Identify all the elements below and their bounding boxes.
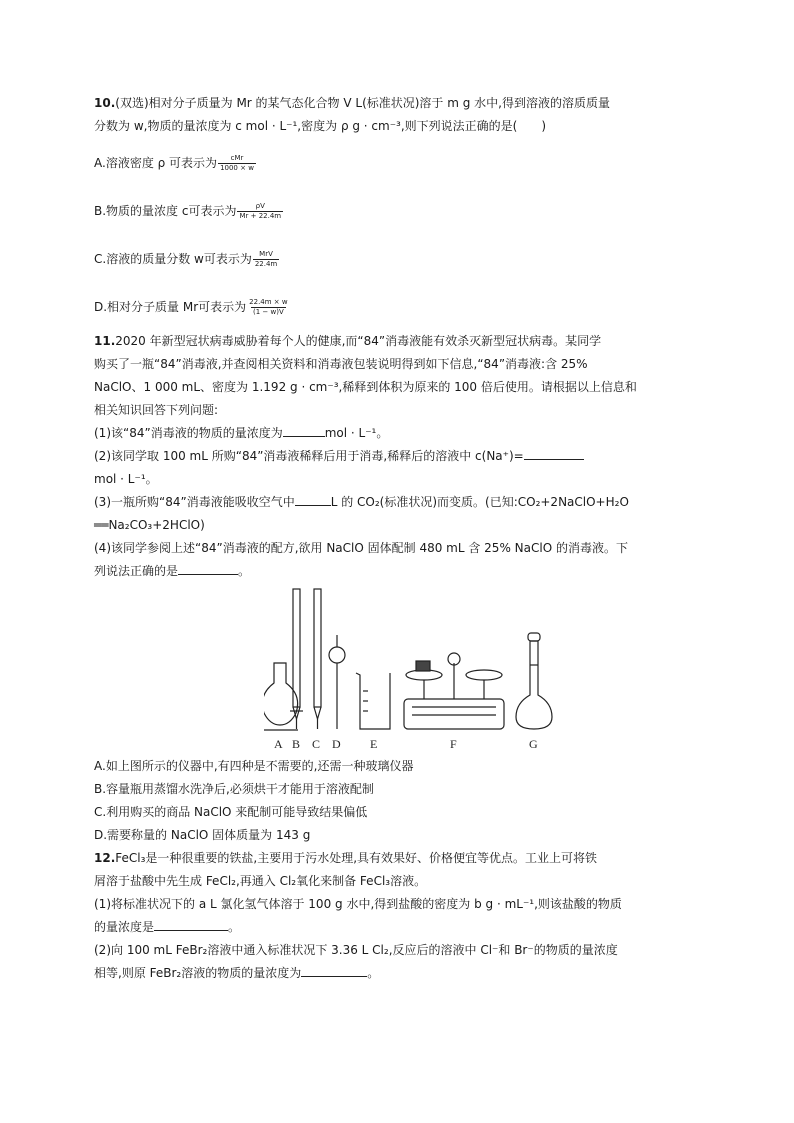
label-f: F xyxy=(450,737,457,751)
q11-sub3-cont: ══Na₂CO₃+2HClO) xyxy=(94,518,205,532)
label-b: B xyxy=(292,737,301,751)
label-e: E xyxy=(370,737,378,751)
q12-sub2: (2)向 100 mL FeBr₂溶液中通入标准状况下 3.36 L Cl₂,反应后的溶液中 Cl⁻和 Br⁻的物质的量浓度 xyxy=(94,943,618,957)
question-11 xyxy=(94,330,704,847)
answer-blank[interactable] xyxy=(301,963,367,977)
q12-number: 12. xyxy=(94,851,116,865)
q10-stem-line2: 分数为 w,物质的量浓度为 c mol · L⁻¹,密度为 ρ g · cm⁻³,则下列说法正确的是( ) xyxy=(94,119,547,133)
q12-sub2-cont: 相等,则原 FeBr₂溶液的物质的量浓度为 。 xyxy=(94,962,704,985)
label-a: A xyxy=(274,737,283,751)
q11-sub1: (1)该“84”消毒液的物质的量浓度为 mol · L⁻¹。 xyxy=(94,422,704,445)
q11-line1: 11.2020 年新型冠状病毒威胁着每个人的健康,而“84”消毒液能有效杀灭新型冠状病毒。某同学 xyxy=(94,334,602,348)
q11-sub3: (3)一瓶所购“84”消毒液能吸收空气中 L 的 CO₂(标准状况)而变质。(已知:CO₂+2NaClO+H₂O xyxy=(94,491,704,514)
answer-blank[interactable] xyxy=(295,492,331,506)
question-10 xyxy=(94,92,704,318)
label-g: G xyxy=(529,737,538,751)
fraction: $\frac{\text{cMr}}{1000 \times w}$ xyxy=(220,153,254,172)
answer-blank[interactable] xyxy=(524,446,584,460)
q12-line1: 12.FeCl₃是一种很重要的铁盐,主要用于污水处理,具有效果好、价格便宜等优点。工业上可将铁 xyxy=(94,851,598,865)
q11-sub4-cont: 列说法正确的是 。 xyxy=(94,560,704,583)
q11-sub4: (4)该同学参阅上述“84”消毒液的配方,欲用 NaClO 固体配制 480 mL 含 25% NaClO 的消毒液。下 xyxy=(94,541,628,555)
answer-blank[interactable] xyxy=(154,917,228,931)
q12-line2: 屑溶于盐酸中先生成 FeCl₂,再通入 Cl₂氧化来制备 FeCl₃溶液。 xyxy=(94,874,427,888)
q11-sub2: (2)该同学取 100 mL 所购“84”消毒液稀释后用于消毒,稀释后的溶液中 c(Na⁺)= xyxy=(94,445,704,468)
answer-blank[interactable] xyxy=(283,423,325,437)
q10-stem-line1: 10.(双选)相对分子质量为 Mr 的某气态化合物 V L(标准状况)溶于 m g 水中,得到溶液的溶质质量 xyxy=(94,96,610,110)
fraction: $\frac{\rho V}{Mr + 22.4m}$ xyxy=(239,201,282,220)
q10-number: 10. xyxy=(94,96,116,110)
balance-f xyxy=(404,653,504,729)
question-12 xyxy=(94,847,704,985)
q11-option-d: D.需要称量的 NaClO 固体质量为 143 g xyxy=(94,828,311,842)
label-c: C xyxy=(312,737,321,751)
q12-sub1: (1)将标准状况下的 a L 氯化氢气体溶于 100 g 水中,得到盐酸的密度为 b g · mL⁻¹,则该盐酸的物质 xyxy=(94,897,622,911)
q10-option-c: C.溶液的质量分数 w可表示为 $\frac{\text{MrV}}{22.4m}$ xyxy=(94,249,278,268)
q11-option-b: B.容量瓶用蒸馏水洗净后,必须烘干才能用于溶液配制 xyxy=(94,782,374,796)
q11-line2: 购买了一瓶“84”消毒液,并查阅相关资料和消毒液包装说明得到如下信息,“84”消毒液:含 25% xyxy=(94,357,588,371)
q11-option-c: C.利用购买的商品 NaClO 来配制可能导致结果偏低 xyxy=(94,805,368,819)
bulb-pipette-d xyxy=(329,635,345,729)
q10-option-d: D.相对分子质量 Mr可表示为 $\frac{22.4m \times w}{(1 - w)V}$ xyxy=(94,297,288,316)
apparatus-figure xyxy=(94,583,704,755)
q12-sub1-cont: 的量浓度是 。 xyxy=(94,916,704,939)
volumetric-flask-g xyxy=(516,633,552,729)
q11-sub2-cont: mol · L⁻¹。 xyxy=(94,472,158,486)
q10-option-a: A.溶液密度 ρ 可表示为 $\frac{\text{cMr}}{1000 \times w}$ xyxy=(94,153,254,172)
exam-page xyxy=(94,92,704,985)
q11-line4: 相关知识回答下列问题: xyxy=(94,403,219,417)
burette-c xyxy=(314,589,321,729)
fraction: $\frac{\text{MrV}}{22.4m}$ xyxy=(254,249,278,268)
beaker-e xyxy=(356,673,390,729)
answer-blank[interactable] xyxy=(178,561,238,575)
lab-apparatus-drawing xyxy=(264,583,644,751)
q11-option-a: A.如上图所示的仪器中,有四种是不需要的,还需一种玻璃仪器 xyxy=(94,759,414,773)
label-d: D xyxy=(332,737,341,751)
q11-number: 11. xyxy=(94,334,116,348)
burette-b xyxy=(290,589,303,729)
fraction: $\frac{22.4m \times w}{(1 - w)V}$ xyxy=(249,297,288,316)
q11-line3: NaClO、1 000 mL、密度为 1.192 g · cm⁻³,稀释到体积为原来的 100 倍后使用。请根据以上信息和 xyxy=(94,380,637,394)
q10-option-b: B.物质的量浓度 c可表示为 $\frac{\rho V}{Mr + 22.4m}$ xyxy=(94,201,282,220)
